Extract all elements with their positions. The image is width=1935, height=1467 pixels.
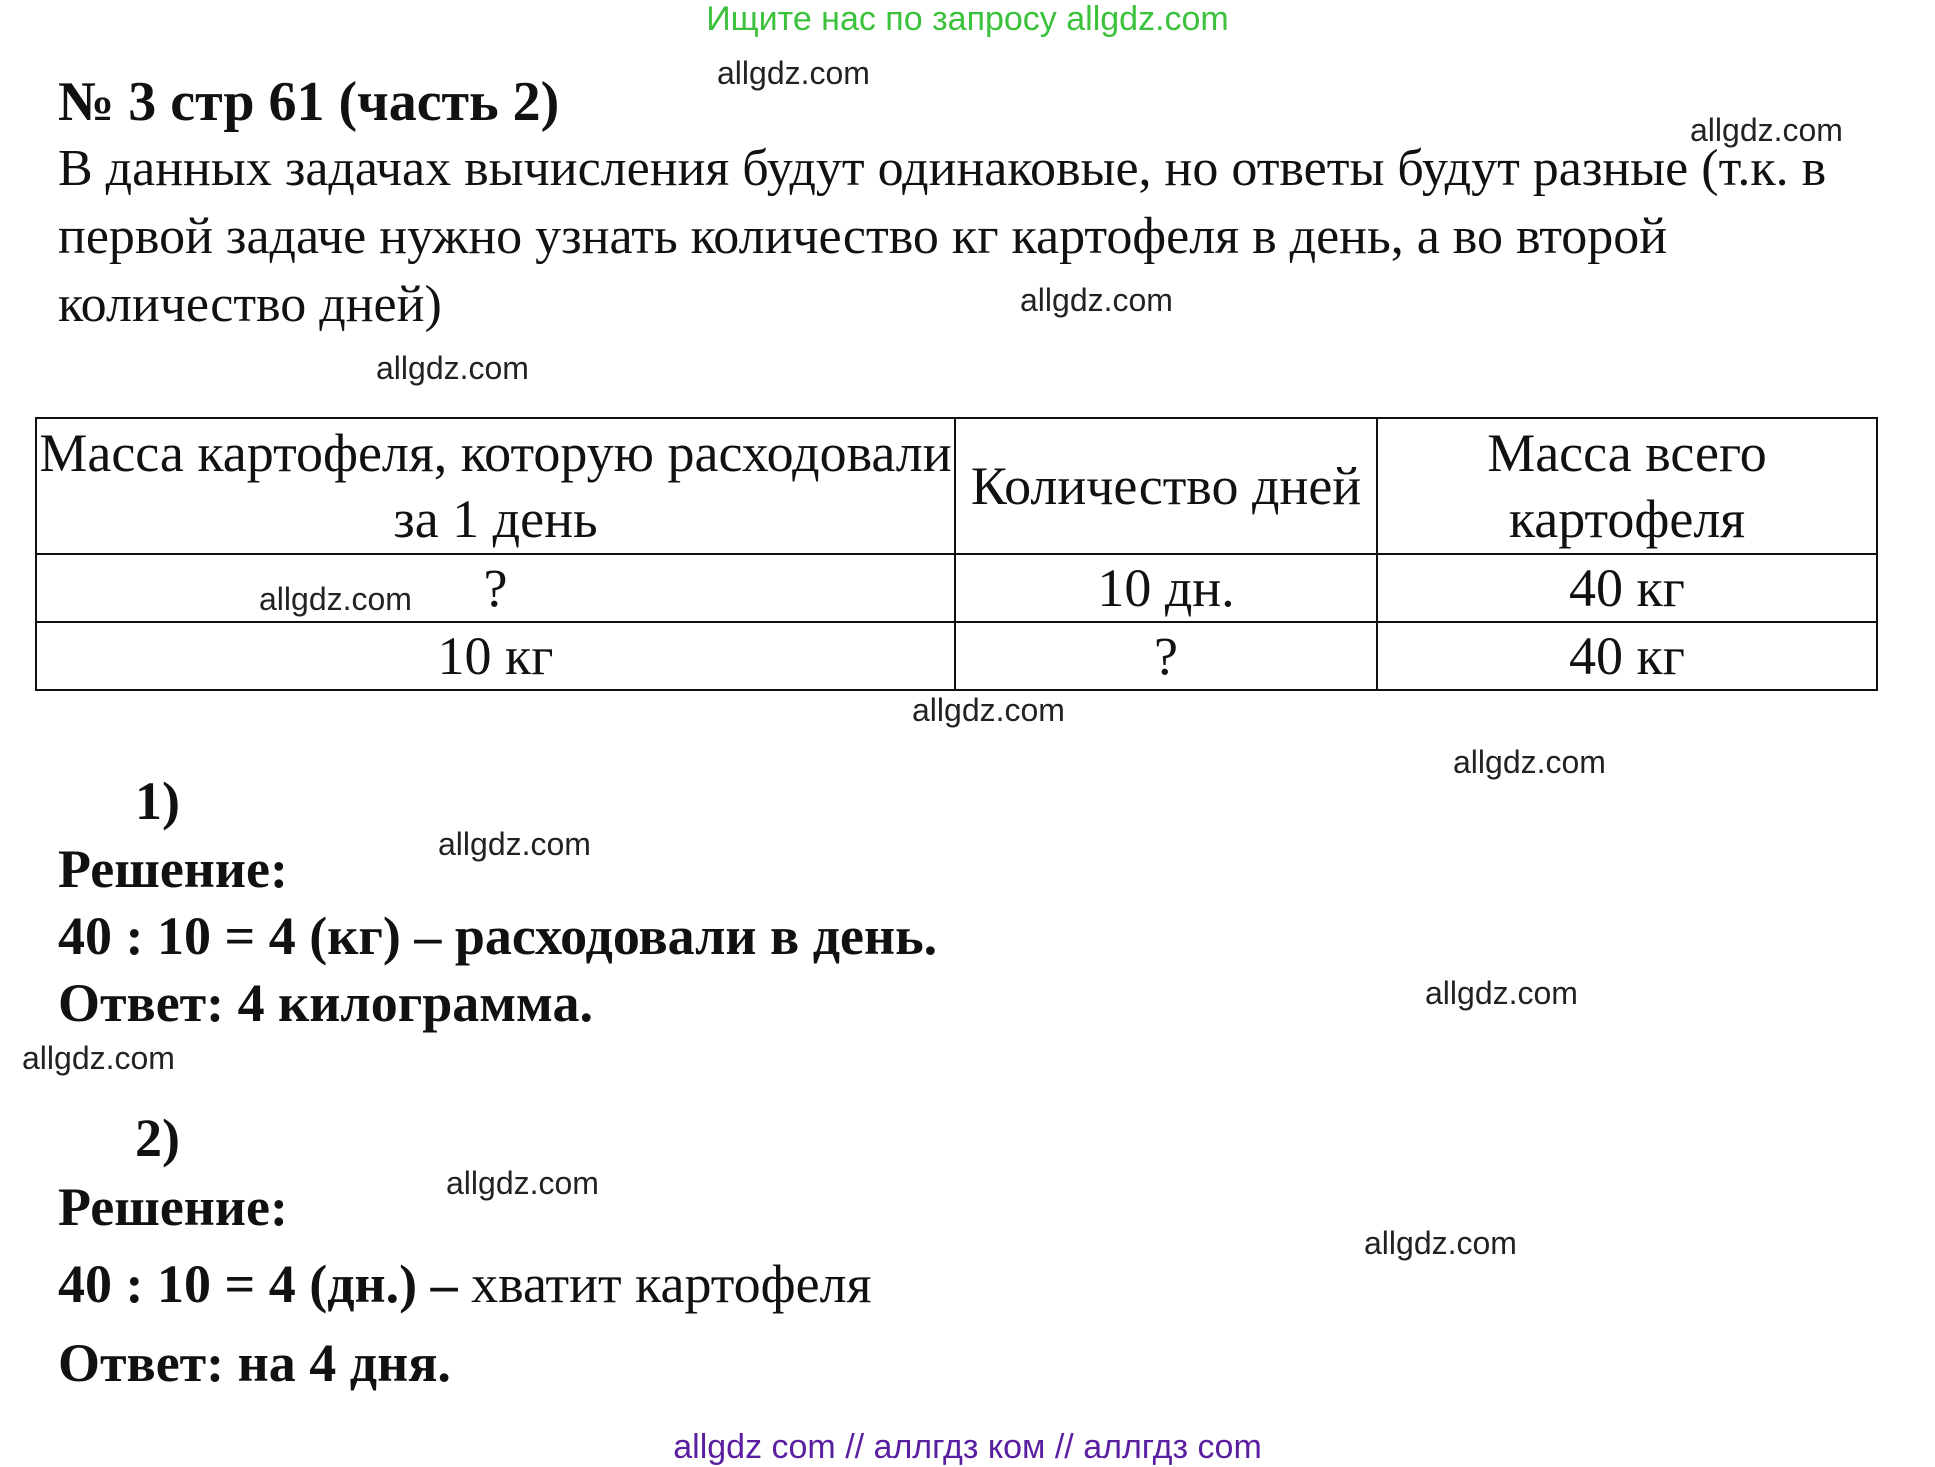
table-header-row	[36, 418, 1877, 554]
footer-links[interactable]: allgdz com // аллгдз ком // аллгдз com	[673, 1428, 1262, 1466]
cell-r2-c2: ?	[955, 622, 1377, 690]
cell-r2-c3: 40 кг	[1377, 622, 1877, 690]
cell-r2-c1: 10 кг	[36, 622, 955, 690]
header-total-mass: Масса всего картофеля	[1377, 418, 1877, 554]
table-row	[36, 622, 1877, 690]
cell-r1-c1: ?	[36, 554, 955, 622]
watermark: allgdz.com	[1020, 282, 1173, 318]
solution1-number: 1)	[135, 771, 180, 831]
solution2-answer: Ответ: на 4 дня.	[58, 1333, 451, 1393]
solution2-label: Решение:	[58, 1177, 288, 1237]
watermark: allgdz.com	[22, 1040, 175, 1076]
solution1-calc: 40 : 10 = 4 (кг) – расходовали в день.	[58, 906, 938, 966]
watermark: allgdz.com	[912, 692, 1065, 728]
cell-r1-c3: 40 кг	[1377, 554, 1877, 622]
solution1-answer: Ответ: 4 килограмма.	[58, 973, 593, 1033]
watermark: allgdz.com	[259, 581, 412, 617]
header-days: Количество дней	[955, 418, 1377, 554]
watermark: allgdz.com	[1453, 744, 1606, 780]
data-table	[35, 417, 1878, 691]
watermark: allgdz.com	[1690, 112, 1843, 148]
solution2-calc-rest: хватит картофеля	[457, 1254, 872, 1314]
solution2-number: 2)	[135, 1108, 180, 1168]
solution1-label: Решение:	[58, 839, 288, 899]
top-banner[interactable]: Ищите нас по запросу allgdz.com	[706, 0, 1229, 38]
watermark: allgdz.com	[376, 350, 529, 386]
solution2-calc-bold: 40 : 10 = 4 (дн.) –	[58, 1254, 458, 1314]
watermark: allgdz.com	[717, 55, 870, 91]
page-title: № 3 стр 61 (часть 2)	[58, 71, 560, 133]
watermark: allgdz.com	[1425, 975, 1578, 1011]
cell-r1-c2: 10 дн.	[955, 554, 1377, 622]
watermark: allgdz.com	[438, 826, 591, 862]
watermark: allgdz.com	[1364, 1225, 1517, 1261]
watermark: allgdz.com	[446, 1165, 599, 1201]
solution2-calc	[58, 1253, 871, 1315]
header-mass-per-day: Масса картофеля, которую расходовали за 1 день	[36, 418, 955, 554]
intro-paragraph: В данных задачах вычисления будут одинаковые, но ответы будут разные (т.к. в первой задаче нужно узнать количество кг картофеля в день, а во второй количество дней)	[58, 140, 1827, 333]
